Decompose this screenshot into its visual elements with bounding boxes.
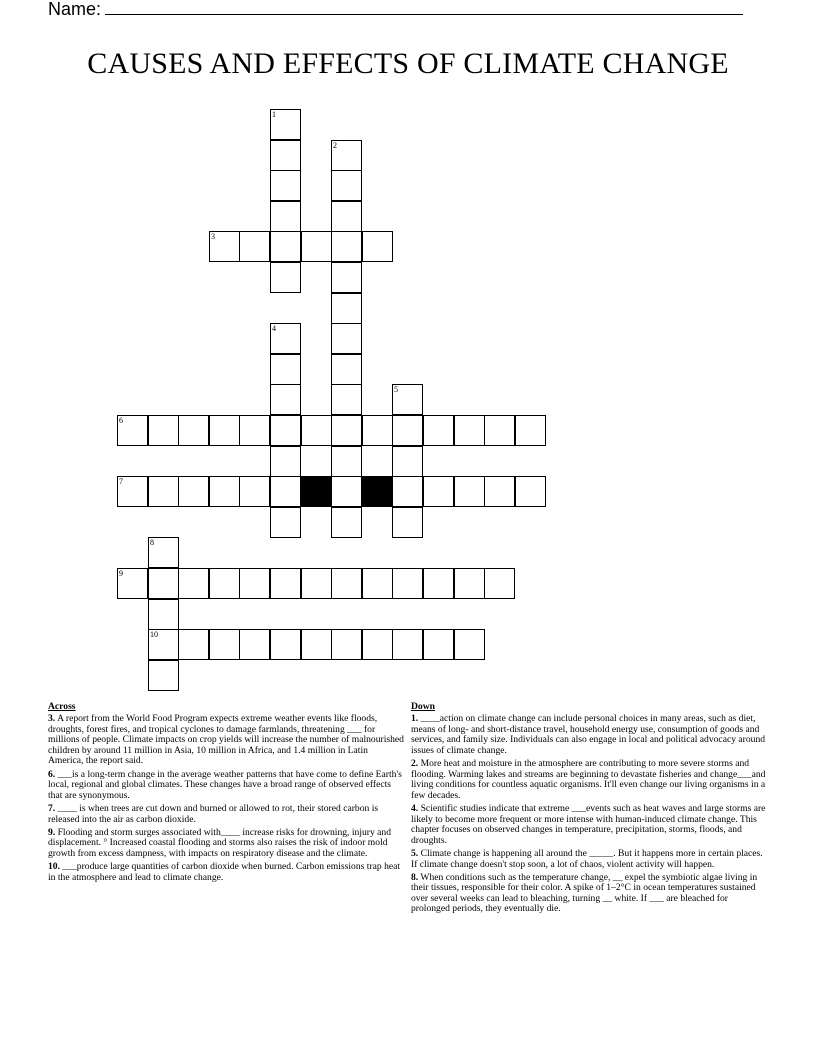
grid-cell[interactable] — [239, 568, 270, 599]
grid-cell[interactable] — [178, 476, 209, 507]
grid-cell[interactable] — [301, 629, 332, 660]
grid-cell[interactable] — [331, 415, 362, 446]
across-heading: Across — [48, 701, 76, 712]
grid-cell[interactable] — [178, 629, 209, 660]
grid-cell[interactable] — [331, 231, 362, 262]
grid-cell[interactable] — [270, 109, 301, 140]
cell-number: 6 — [119, 416, 123, 425]
grid-cell[interactable] — [270, 476, 301, 507]
grid-cell[interactable] — [392, 384, 423, 415]
grid-cell[interactable] — [362, 568, 393, 599]
clue-number: 5. — [411, 847, 419, 859]
cell-number: 10 — [150, 630, 158, 639]
grid-cell[interactable] — [209, 568, 240, 599]
clue-text: Climate change is happening all around the _____. But it happens more in certain places. If climate change doesn't stop soon, a lot of chaos, violent activity will happen. — [411, 847, 763, 870]
grid-cell[interactable] — [423, 629, 454, 660]
clue-text: A report from the World Food Program expects extreme weather events like floods, droughts, forest fires, and tropical cyclones to damage farmlands, threatening ___ for millions of people. Climate impacts on crop yields will increase the number of malnourished children by around 11 million in Asia, 10 million in Africa, and 1.4 million in Latin America, the report said. — [48, 713, 404, 767]
grid-cell[interactable] — [117, 415, 148, 446]
down-clue-4 — [411, 804, 769, 846]
grid-cell[interactable] — [484, 415, 515, 446]
grid-cell[interactable] — [270, 140, 301, 171]
grid-cell[interactable] — [484, 476, 515, 507]
grid-cell[interactable] — [301, 231, 332, 262]
grid-cell[interactable] — [270, 384, 301, 415]
across-clues — [48, 701, 404, 886]
clue-text: ___is a long-term change in the average weather patterns that have come to define Earth's local, regional and global climates. These changes have a broad range of observed effects that are synonymous. — [48, 768, 402, 801]
grid-cell[interactable] — [178, 415, 209, 446]
grid-cell[interactable] — [117, 476, 148, 507]
grid-cell[interactable] — [362, 415, 393, 446]
page-title: CAUSES AND EFFECTS OF CLIMATE CHANGE — [87, 47, 729, 80]
clue-text: When conditions such as the temperature change, __ expel the symbiotic algae living in their tissues, responsible for their color. A spike of 1–2°C in ocean temperatures sustained over several weeks can lead to bleaching, turning __ white. If ___ are bleached for prolonged periods, they eventually die. — [411, 871, 758, 915]
down-clue-5 — [411, 849, 769, 870]
down-clue-list — [411, 714, 769, 915]
grid-cell[interactable] — [331, 446, 362, 477]
clue-number: 8. — [411, 871, 419, 883]
grid-cell[interactable] — [209, 476, 240, 507]
grid-cell[interactable] — [270, 354, 301, 385]
grid-black-cell — [301, 476, 332, 507]
clue-text: Flooding and storm surges associated with____ increase risks for drowning, injury and displacement. ° Increased coastal flooding and storms also raises the risk of indoor mold growth from excess dampness, with impacts on respiratory disease and the climate. — [48, 826, 392, 859]
clue-text: ____action on climate change can include personal choices in many areas, such as diet, means of long- and short-distance travel, household energy use, consumption of goods and services, and family size. Individuals can also engage in local and political advocacy around issues of climate change. — [411, 713, 766, 756]
grid-cell[interactable] — [392, 415, 423, 446]
grid-cell[interactable] — [331, 201, 362, 232]
grid-cell[interactable] — [484, 568, 515, 599]
down-clue-2 — [411, 759, 769, 801]
clue-number: 1. — [411, 713, 419, 724]
grid-cell[interactable] — [392, 446, 423, 477]
cell-number: 8 — [150, 538, 154, 547]
name-label: Name: — [48, 0, 102, 19]
clue-number: 9. — [48, 826, 56, 838]
cell-number: 3 — [211, 232, 215, 241]
grid-cell[interactable] — [239, 415, 270, 446]
grid-cell[interactable] — [331, 476, 362, 507]
grid-cell[interactable] — [515, 476, 546, 507]
grid-cell[interactable] — [270, 568, 301, 599]
grid-cell[interactable] — [331, 170, 362, 201]
grid-cell[interactable] — [270, 323, 301, 354]
clue-text: ___produce large quantities of carbon dioxide when burned. Carbon emissions trap heat in the atmosphere and lead to climate change. — [48, 861, 401, 883]
clue-number: 4. — [411, 802, 419, 814]
across-clue-10 — [48, 862, 404, 883]
grid-cell[interactable] — [392, 476, 423, 507]
grid-cell[interactable] — [331, 354, 362, 385]
cell-number: 5 — [394, 385, 398, 394]
across-clue-list — [48, 714, 404, 883]
cell-number: 7 — [119, 477, 123, 486]
grid-cell[interactable] — [331, 629, 362, 660]
grid-cell[interactable] — [392, 568, 423, 599]
grid-cell[interactable] — [270, 629, 301, 660]
grid-cell[interactable] — [178, 568, 209, 599]
down-clue-8 — [411, 873, 769, 915]
across-clue-6 — [48, 770, 404, 802]
clue-text: More heat and moisture in the atmosphere are contributing to more severe storms and flooding. Warming lakes and streams are beginning to devastate fisheries and change___and living conditions for countless aquatic organisms. It'll even change our living organisms in a few decades. — [411, 757, 766, 801]
cell-number: 2 — [333, 141, 337, 150]
cell-number: 1 — [272, 110, 276, 119]
clue-number: 3. — [48, 713, 56, 724]
down-clue-1 — [411, 714, 769, 756]
grid-cell[interactable] — [209, 415, 240, 446]
grid-cell[interactable] — [423, 476, 454, 507]
grid-cell[interactable] — [270, 507, 301, 538]
grid-cell[interactable] — [454, 629, 485, 660]
grid-cell[interactable] — [270, 446, 301, 477]
across-clue-3 — [48, 714, 404, 767]
grid-cell[interactable] — [392, 507, 423, 538]
across-clue-7 — [48, 804, 404, 825]
grid-cell[interactable] — [270, 201, 301, 232]
grid-black-cell — [362, 476, 393, 507]
grid-cell[interactable] — [239, 476, 270, 507]
grid-cell[interactable] — [331, 293, 362, 324]
grid-cell[interactable] — [301, 568, 332, 599]
clue-number: 10. — [48, 861, 60, 873]
grid-cell[interactable] — [270, 170, 301, 201]
grid-cell[interactable] — [331, 262, 362, 293]
grid-cell[interactable] — [392, 629, 423, 660]
grid-cell[interactable] — [148, 415, 179, 446]
grid-cell[interactable] — [331, 384, 362, 415]
down-heading: Down — [411, 701, 435, 712]
grid-cell[interactable] — [239, 629, 270, 660]
clue-number: 2. — [411, 757, 419, 769]
grid-cell[interactable] — [362, 231, 393, 262]
down-clues — [411, 701, 769, 918]
across-clue-9 — [48, 828, 404, 860]
clue-text: ____ is when trees are cut down and burned or allowed to rot, their stored carbon is released into the air as carbon dioxide. — [48, 802, 379, 825]
grid-cell[interactable] — [148, 660, 179, 691]
grid-cell[interactable] — [148, 599, 179, 630]
grid-cell[interactable] — [148, 629, 179, 660]
grid-cell[interactable] — [148, 568, 179, 599]
grid-cell[interactable] — [423, 415, 454, 446]
grid-cell[interactable] — [239, 231, 270, 262]
grid-cell[interactable] — [423, 568, 454, 599]
clue-text: Scientific studies indicate that extreme ___events such as heat waves and large storms are likely to become more frequent or more intense with human-induced climate change. This chapter focuses on observed changes in temperature, precipitation, storms, floods, and droughts. — [411, 802, 766, 846]
grid-cell[interactable] — [331, 323, 362, 354]
grid-cell[interactable] — [331, 568, 362, 599]
grid-cell[interactable] — [301, 415, 332, 446]
grid-cell[interactable] — [362, 629, 393, 660]
grid-cell[interactable] — [148, 476, 179, 507]
grid-cell[interactable] — [454, 415, 485, 446]
clue-number: 7. — [48, 802, 56, 814]
cell-number: 4 — [272, 324, 276, 333]
grid-cell[interactable] — [117, 568, 148, 599]
grid-cell[interactable] — [454, 476, 485, 507]
grid-cell[interactable] — [331, 507, 362, 538]
grid-cell[interactable] — [270, 415, 301, 446]
grid-cell[interactable] — [209, 231, 240, 262]
grid-cell[interactable] — [454, 568, 485, 599]
grid-cell[interactable] — [331, 140, 362, 171]
cell-number: 9 — [119, 569, 123, 578]
grid-cell[interactable] — [270, 231, 301, 262]
grid-cell[interactable] — [148, 537, 179, 568]
grid-cell[interactable] — [209, 629, 240, 660]
clue-number: 6. — [48, 768, 56, 780]
grid-cell[interactable] — [515, 415, 546, 446]
grid-cell[interactable] — [270, 262, 301, 293]
